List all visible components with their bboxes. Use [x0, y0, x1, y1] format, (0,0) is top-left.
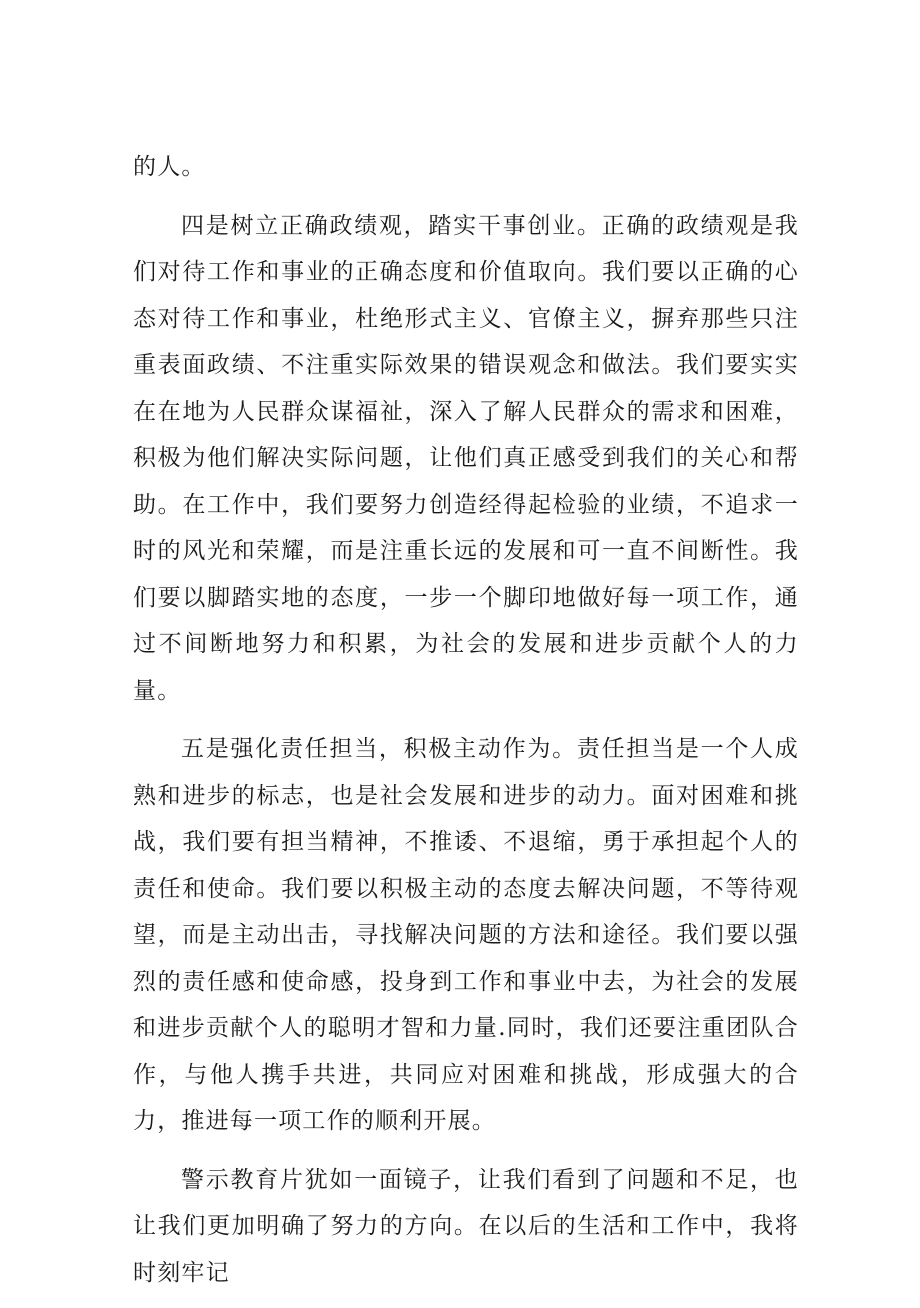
document-body [133, 144, 799, 1308]
paragraph-four-performance-view: 四是树立正确政绩观，踏实干事创业。正确的政绩观是我们对待工作和事业的正确态度和价值取向。我们要以正确的心态对待工作和事业，杜绝形式主义、官僚主义，摒弃那些只注重表面政绩、不注重实际效果的错误观念和做法。我们要实实在在地为人民群众谋福祉，深入了解人民群众的需求和困难，积极为他们解决实际问题，让他们真正感受到我们的关心和帮助。在工作中，我们要努力创造经得起检验的业绩，不追求一时的风光和荣耀，而是注重长远的发展和可一直不间断性。我们要以脚踏实地的态度，一步一个脚印地做好每一项工作，通过不间断地努力和积累，为社会的发展和进步贡献个人的力量。 [133, 212, 799, 704]
paragraph-continuation: 的人。 [133, 154, 206, 180]
paragraph-warning-education: 警示教育片犹如一面镜子，让我们看到了问题和不足，也让我们更加明确了努力的方向。在以后的生活和工作中，我将时刻牢记 [133, 1166, 799, 1286]
paragraph-five-responsibility: 五是强化责任担当，积极主动作为。责任担当是一个人成熟和进步的标志，也是社会发展和进步的动力。面对困难和挑战，我们要有担当精神，不推诿、不退缩，勇于承担起个人的责任和使命。我们要以积极主动的态度去解决问题，不等待观望，而是主动出击，寻找解决问题的方法和途径。我们要以强烈的责任感和使命感，投身到工作和事业中去，为社会的发展和进步贡献个人的聪明才智和力量.同时，我们还要注重团队合作，与他人携手共进，共同应对困难和挑战，形成强大的合力，推进每一项工作的顺利开展。 [133, 736, 799, 1134]
